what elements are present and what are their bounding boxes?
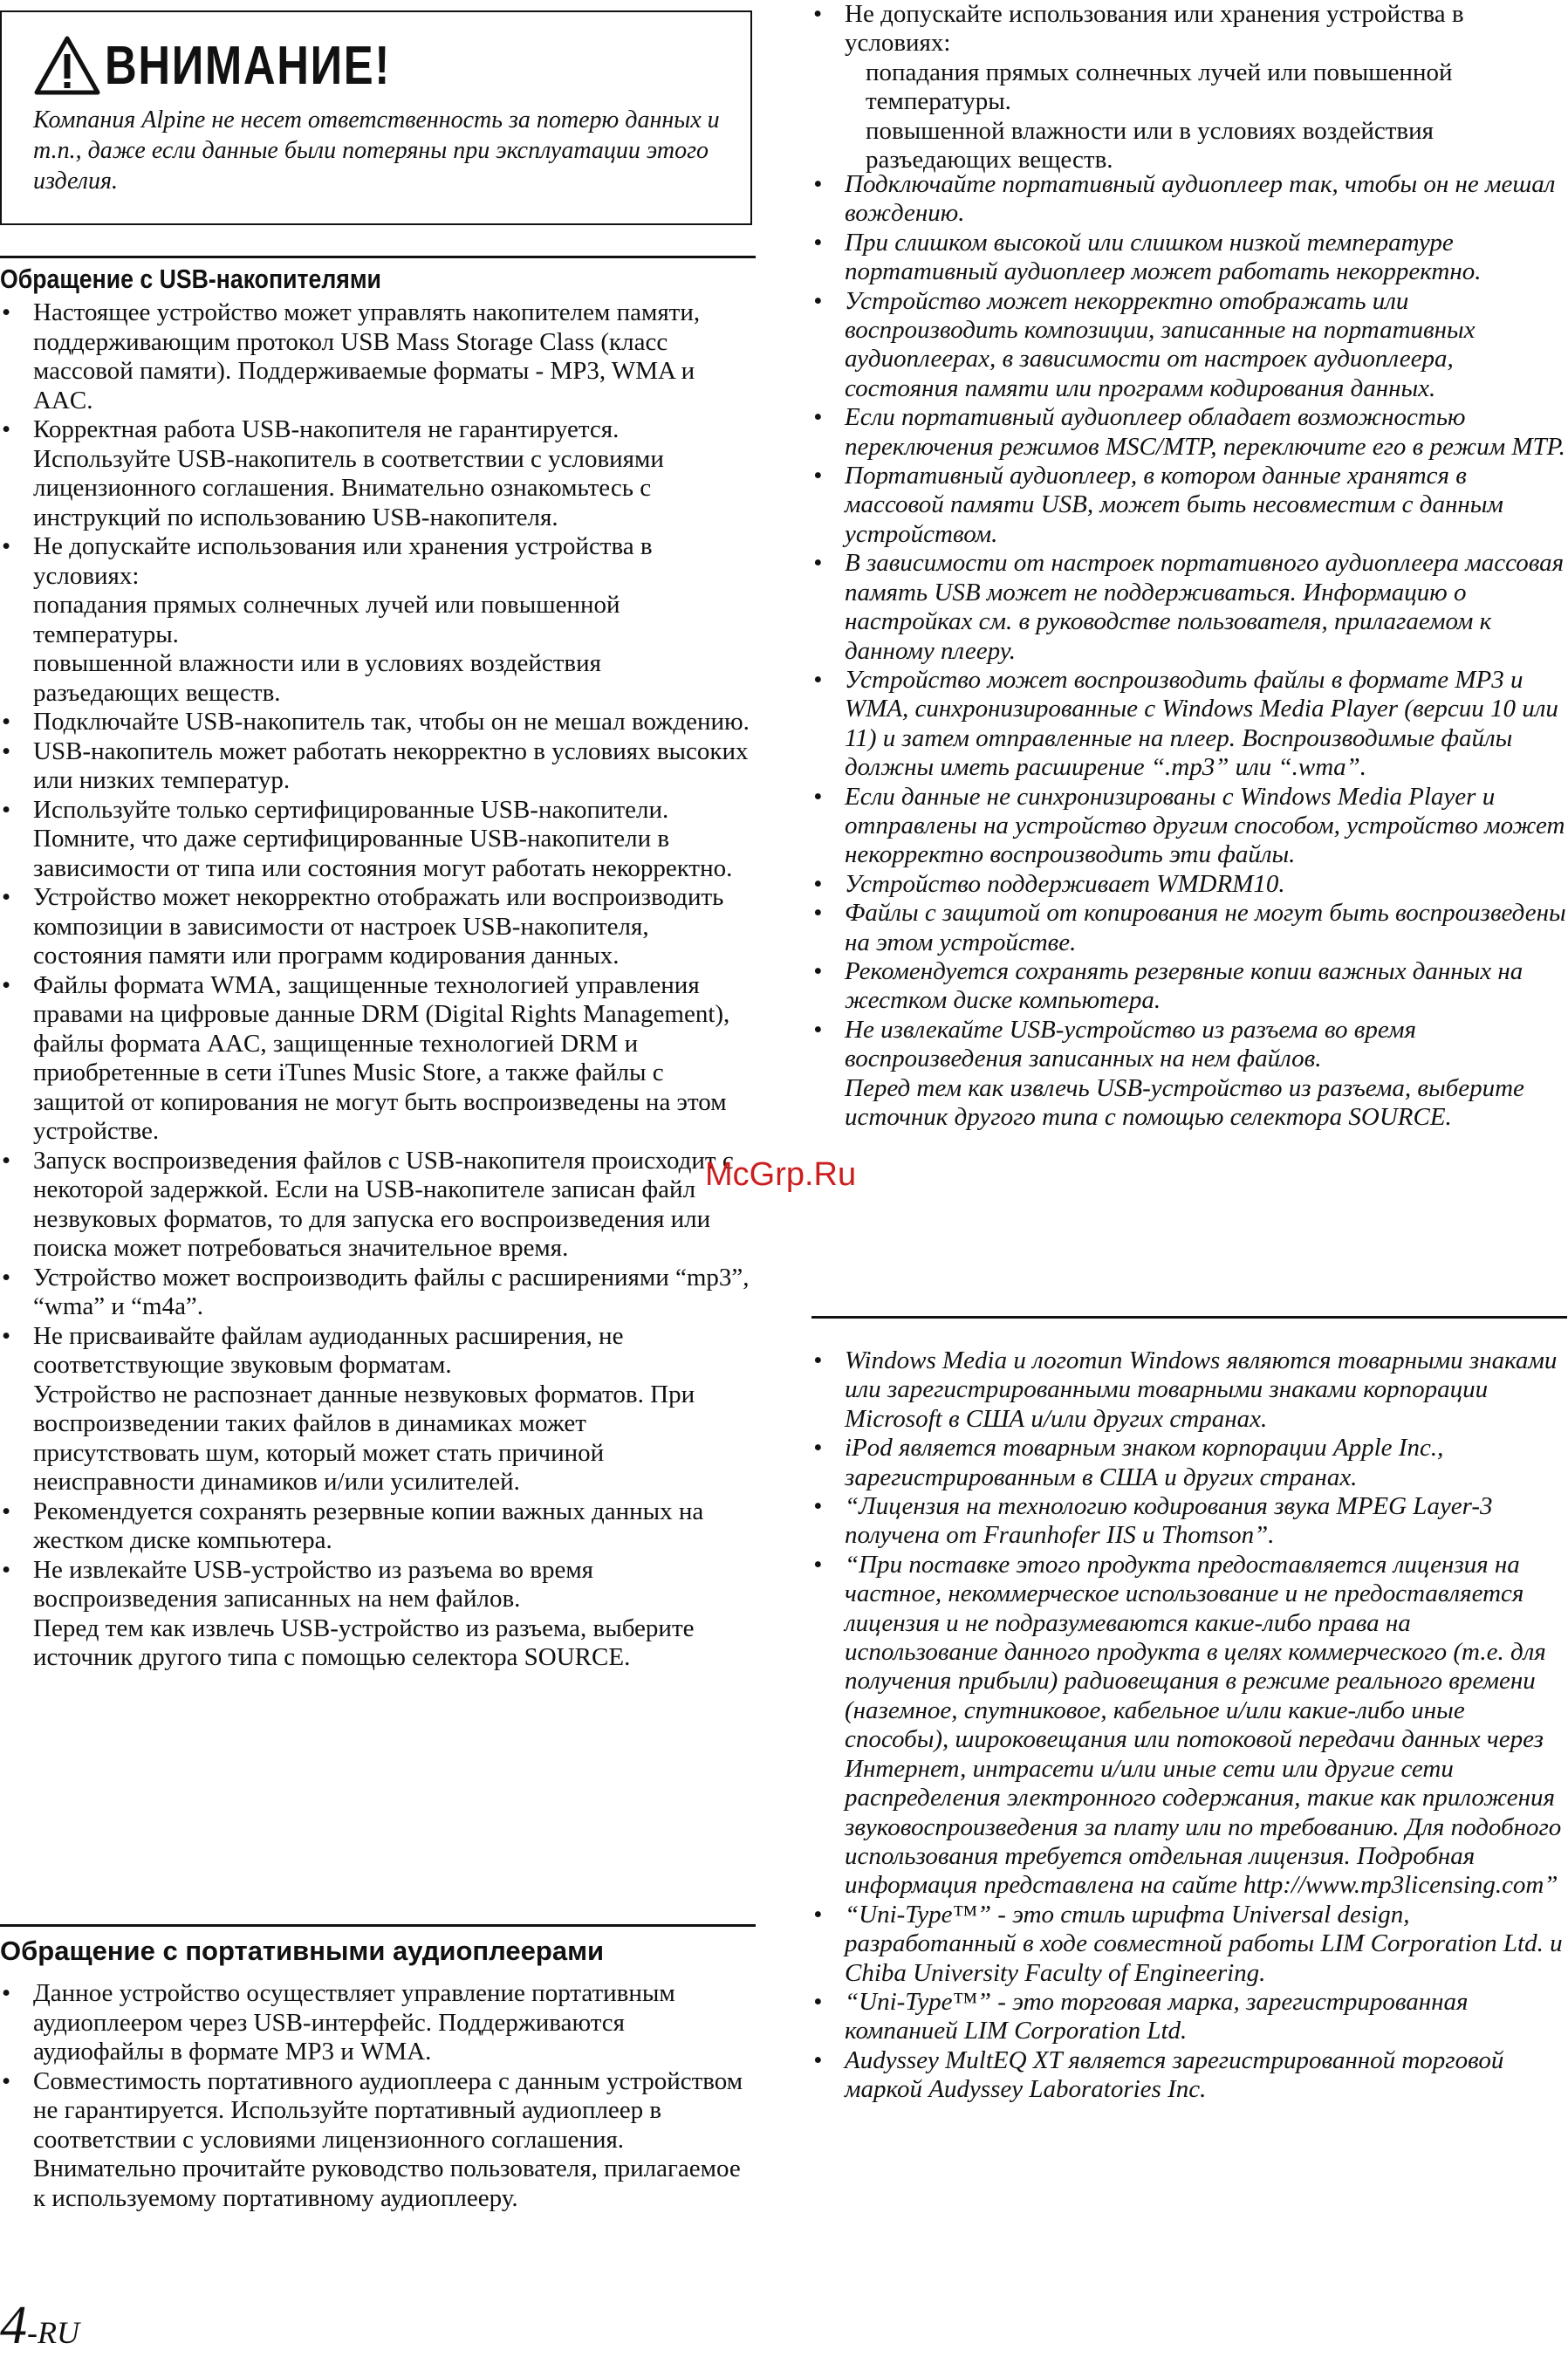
list-item-text: • Используйте только сертифицированные USB-накопители. Помните, что даже сертифицированные USB-накопители в зависимости от типа или состояния могут работать некорректно. [33, 795, 733, 882]
list-item-subtext: Перед тем как извлечь USB-устройство из разъема, выберите источник другого типа с помощью селектора SOURCE. [845, 1073, 1524, 1131]
list-item [811, 229, 1567, 287]
list-item-text: • Устройство может воспроизводить файлы с расширениями “mp3”, “wma” и “m4a”. [33, 1263, 750, 1320]
list-item [0, 415, 752, 532]
warning-text: Компания Alpine не несет ответственность за потерю данных и т.п., даже если данные были потеряны при эксплуатации этого изделия. [33, 106, 720, 195]
list-item-text: • Не извлекайте USB-устройство из разъема во время воспроизведения записанных на нем файлов. [33, 1555, 594, 1613]
list-item-text: • Портативный аудиоплеер, в котором данные хранятся в массовой памяти USB, может быть несовместим с данным устройством. [845, 462, 1503, 548]
list-item-text: • Рекомендуется сохранять резервные копии важных данных на жестком диске компьютера. [845, 956, 1523, 1015]
list-item-text: • USB-накопитель может работать некорректно в условиях высоких или низких температур. [33, 737, 749, 794]
trademark-list [811, 1346, 1567, 2105]
right-first-item-list [811, 0, 1567, 175]
list-item [0, 1264, 752, 1322]
list-item-subtext: повышенной влажности или в условиях воздействия разъедающих веществ. [33, 649, 601, 707]
list-item: • Данное устройство осуществляет управление портативным аудиоплеером через USB-интерфейс. Поддерживаются аудиофайлы в формате MP3 и WMA. [0, 1979, 752, 2067]
list-item [811, 0, 1567, 175]
list-item-text: • Не присваивайте файлам аудиоданных расширения, не соответствующие звуковым форматам. [33, 1321, 624, 1379]
list-item-text: • Файлы с защитой от копирования не могут быть воспроизведены на этом устройстве. [845, 899, 1566, 956]
list-item [0, 532, 752, 708]
list-item: • Совместимость портативного аудиоплеера с данным устройством не гарантируется. Используйте портативный аудиоплеер в соответствии с условиями лицензионного соглашения. Внимательно прочитайте руководство пользователя, прилагаемое к используемому портативному аудиоплееру. [0, 2067, 752, 2214]
page-number-digit: 4 [0, 2296, 27, 2355]
list-item [811, 403, 1567, 462]
list-item-subtext: Перед тем как извлечь USB-устройство из разъема, выберите источник другого типа с помощью селектора SOURCE. [33, 1614, 695, 1671]
list-item: • “Uni-Type™” - это торговая марка, зарегистрированная компанией LIM Corporation Ltd. [811, 1988, 1567, 2046]
list-item [811, 783, 1567, 870]
list-item: • Windows Media и логотип Windows являются товарными знаками или зарегистрированными товарными знаками корпорации Microsoft в США и/или других странах. [811, 1346, 1567, 1434]
list-item-text: • Не извлекайте USB-устройство из разъема во время воспроизведения записанных на нем файлов. [845, 1015, 1417, 1073]
list-item [811, 549, 1567, 666]
list-item-text: • Не допускайте использования или хранения устройства в условиях: [33, 532, 653, 590]
list-item: • “Uni-Type™” - это стиль шрифта Universal design, разработанный в ходе совместной работы LIM Corporation Ltd. и Chiba University Faculty of Engineering. [811, 1901, 1567, 1988]
warning-box [0, 10, 752, 225]
list-item [811, 287, 1567, 404]
list-item-text: • При слишком высокой или слишком низкой температуре портативный аудиоплеер может работать некорректно. [845, 228, 1482, 286]
list-item [0, 796, 752, 884]
list-item [0, 1322, 752, 1497]
list-item-text: • Файлы формата WMA, защищенные технологией управления правами на цифровые данные DRM (Digital Rights Management), файлы формата AAC, защищенные технологией DRM и приобретенные в сети iTunes Music Store, а также файлы с защитой от копирования не могут быть воспроизведены на этом устройстве. [33, 970, 730, 1145]
list-item [0, 298, 752, 415]
watermark: McGrp.Ru [705, 1156, 857, 1193]
list-item-subtext: повышенной влажности или в условиях воздействия разъедающих веществ. [866, 116, 1434, 175]
section-rule [811, 1316, 1567, 1319]
list-item [811, 957, 1567, 1016]
list-item-text: • Не допускайте использования или хранения устройства в условиях: [845, 0, 1464, 58]
list-item [811, 899, 1567, 957]
list-item-text: • Настоящее устройство может управлять накопителем памяти, поддерживающим протокол USB Mass Storage Class (класс массовой памяти). Поддерживаемые форматы - MP3, WMA и AAC. [33, 298, 701, 415]
list-item [0, 1497, 752, 1556]
list-item-text: • Устройство может воспроизводить файлы в формате MP3 и WMA, синхронизированные с Windows Media Player (версии 10 или 11) и затем отправленные на плеер. Воспроизводимые файлы должны иметь расширение “.mp3” или “.wma”. [845, 665, 1558, 782]
page-number-suffix: -RU [27, 2315, 79, 2350]
page-number [0, 2295, 79, 2357]
right-bullet-list [811, 170, 1567, 1132]
warning-triangle-icon [33, 35, 101, 96]
usb-section-title: Обращение с USB-накопителями [0, 264, 381, 294]
list-item-subtext: Устройство не распознает данные незвуковых форматов. При воспроизведении таких файлов в динамиках может присутствовать шум, который может стать причиной неисправности динамиков и/или усилителей. [33, 1380, 695, 1496]
list-item-text: • Подключайте портативный аудиоплеер так, чтобы он не мешал вождению. [845, 170, 1556, 228]
list-item-text: • Подключайте USB-накопитель так, чтобы он не мешал вождению. [33, 708, 750, 736]
list-item-text: • Устройство поддерживает WMDRM10. [845, 869, 1285, 898]
list-item-text: • Запуск воспроизведения файлов с USB-накопителя происходит с некоторой задержкой. Если на USB-накопителе записан файл незвуковых форматов, то для запуска его воспроизведения или поиска может потребоваться значительное время. [33, 1146, 734, 1262]
list-item: • “При поставке этого продукта предоставляется лицензия на частное, некоммерческое использование и не предоставляется лицензия и не подразумеваются какие-либо права на использование данного продукта в целях коммерческого (т.е. для получения прибыли) радиовещания в режиме реального времени (наземное, спутниковое, кабельное и/или какие-либо иные способы), широковещания или потоковой передачи данных через Интернет, интрасети и/или иные сети или другие сети распределения электронного содержания, такие как приложения звуковоспроизведения за плату или по требованию. Для подобного использования требуется отдельная лицензия. Подробная информация представлена на сайте http://www.mp3licensing.com” [811, 1551, 1567, 1901]
list-item [0, 737, 752, 796]
warning-header [33, 28, 731, 103]
list-item [811, 870, 1567, 899]
list-item [811, 666, 1567, 783]
list-item-text: • Корректная работа USB-накопителя не гарантируется. Используйте USB-накопитель в соответствии с условиями лицензионного соглашения. Внимательно ознакомьтесь с инструкций по использованию USB-накопителя. [33, 415, 664, 531]
list-item-text: • Рекомендуется сохранять резервные копии важных данных на жестком диске компьютера. [33, 1497, 704, 1554]
list-item-text: • Если портативный аудиоплеер обладает возможностью переключения режимов MSC/MTP, переключите его в режим MTP. [845, 403, 1565, 461]
list-item-subtext: попадания прямых солнечных лучей или повышенной температуры. [33, 591, 620, 648]
list-item [811, 1016, 1567, 1133]
warning-title: ВНИМАНИЕ! [105, 35, 391, 96]
list-item: • iPod является товарным знаком корпорации Apple Inc., зарегистрированным в США и других странах. [811, 1434, 1567, 1492]
list-item-text: • В зависимости от настроек портативного аудиоплеера массовая память USB может не поддерживаться. Информацию о настройках см. в руководстве пользователя, прилагаемом к данному плееру. [845, 549, 1565, 665]
section-rule [0, 1924, 756, 1927]
list-item [811, 462, 1567, 549]
usb-bullet-list [0, 298, 752, 1673]
list-item-text: • Устройство может некорректно отображать или воспроизводить композиции в зависимости от настроек USB-накопителя, состояния памяти или программ кодирования данных. [33, 883, 724, 970]
list-item [811, 170, 1567, 229]
list-item-text: • Если данные не синхронизированы с Windows Media Player и отправлены на устройство другим способом, устройство может некорректно воспроизводить эти файлы. [845, 782, 1565, 869]
list-item-subtext: попадания прямых солнечных лучей или повышенной температуры. [866, 58, 1453, 116]
list-item [0, 1556, 752, 1673]
list-item [0, 883, 752, 971]
portable-section-title: Обращение с портативными аудиоплеерами [0, 1936, 605, 1966]
section-rule [0, 256, 756, 258]
list-item-text: • Устройство может некорректно отображать или воспроизводить композиции, записанные на портативных аудиоплеерах, в зависимости от настроек аудиоплеера, состояния памяти или программ кодирования данных. [845, 286, 1476, 402]
list-item: • Audyssey MultEQ XT является зарегистрированной торговой маркой Audyssey Laboratories Inc. [811, 2046, 1567, 2105]
list-item: • “Лицензия на технологию кодирования звука MPEG Layer-3 получена от Fraunhofer IIS и Thomson”. [811, 1492, 1567, 1551]
portable-bullet-list [0, 1979, 752, 2213]
list-item [0, 1147, 752, 1264]
list-item [0, 708, 752, 737]
list-item [0, 971, 752, 1147]
